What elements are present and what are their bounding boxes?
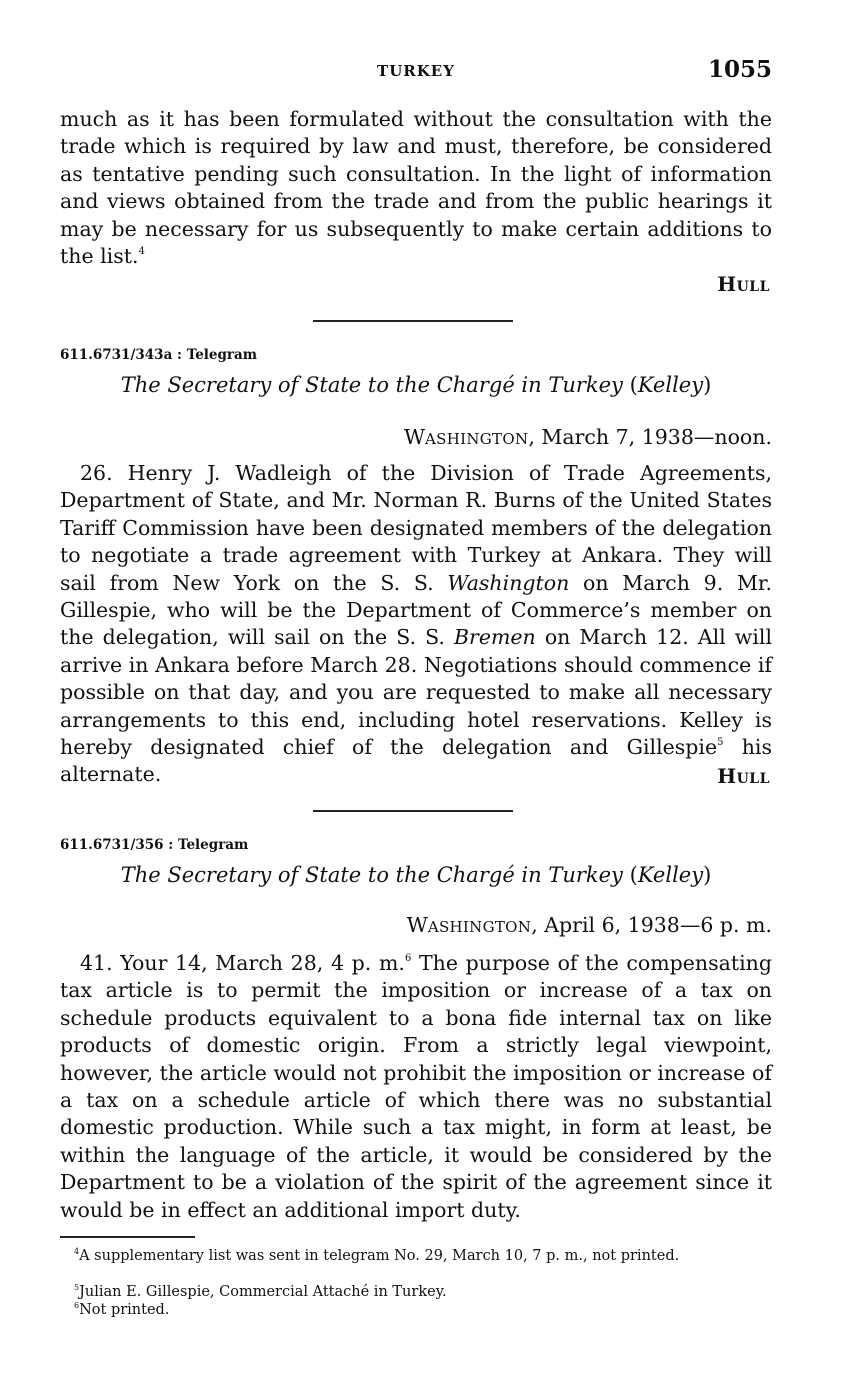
footnote-ref-6: 6 [404, 953, 412, 964]
footnote-divider [60, 1236, 195, 1238]
footnote: $^4$A supplementary list was sent in telegram No. 29, March 10, 7 p. m., not printed. [74, 1247, 680, 1264]
document-page [60, 0, 772, 1380]
telegram-body: 41. Your 14, March 28, 4 p. m.$^6$ The purpose of the compensating tax article is to permit the imposition or increase of a tax on schedule products equivalent to a bona fide internal tax on like products of domestic origin. From a strictly legal viewpoint, however, the article would not prohibit the imposition or increase of a tax on a schedule article of which there was no substantial domestic production. While such a tax might, in form at least, be within the language of the article, it would be considered by the Department to be a violation of the spirit of the agreement since it would be in effect an additional import duty. [60, 951, 772, 1222]
footnote-ref-4: 4 [138, 246, 145, 258]
telegram-body: 26. Henry J. Wadleigh of the Division of Trade Agreements, Department of State, and Mr. Norman R. Burns of the United States Tariff Commission have been designated members of the delegation to negotiate a trade agreement with Turkey at Ankara. They will sail from New York on the S. S. Washington on March 9. Mr. Gillespie, who will be the Department of Commerce’s member on the delegation, will sail on the S. S. Bremen on March 12. All will arrive in Ankara before March 28. Negotiations should commence if possible on that day, and you are requested to make all necessary arrangements to this end, including hotel reservations. Kelley is hereby designated chief of the delegation and Gillespie$^5$ his alternate. [60, 461, 772, 787]
footnote: $^5$Julian E. Gillespie, Commercial Attaché in Turkey. [74, 1283, 447, 1300]
signature-hull-2: HULL [717, 764, 770, 788]
running-head: TURKEY [377, 62, 455, 80]
continuation-text: much as it has been formulated without the consultation with the trade which is required by law and must, therefore, be considered as tentative pending such consultation. In the light of information and views obtained from the trade and from the public hearings it may be necessary for us subsequently to make certain additions to the list. [60, 107, 772, 269]
dateline: WASHINGTON, March 7, 1938—noon. [403, 425, 772, 449]
document-title: The Secretary of State to the Chargé in Turkey (Kelley) [120, 373, 712, 397]
section-divider [313, 320, 513, 322]
page-header [60, 56, 772, 88]
ship-name: Bremen [453, 625, 536, 650]
dateline: WASHINGTON, April 6, 1938—6 p. m. [406, 913, 772, 937]
page-number: 1055 [707, 56, 772, 83]
footnote-ref-5: 5 [717, 737, 724, 749]
document-title: The Secretary of State to the Chargé in Turkey (Kelley) [120, 863, 712, 887]
file-number: 611.6731/356 : Telegram [60, 837, 249, 853]
continuation-paragraph [60, 106, 772, 270]
section-divider [313, 810, 513, 812]
footnote: $^6$Not printed. [74, 1301, 170, 1318]
file-number: 611.6731/343a : Telegram [60, 347, 258, 363]
ship-name: Washington [447, 570, 570, 595]
signature-hull-1: HULL [717, 272, 770, 296]
